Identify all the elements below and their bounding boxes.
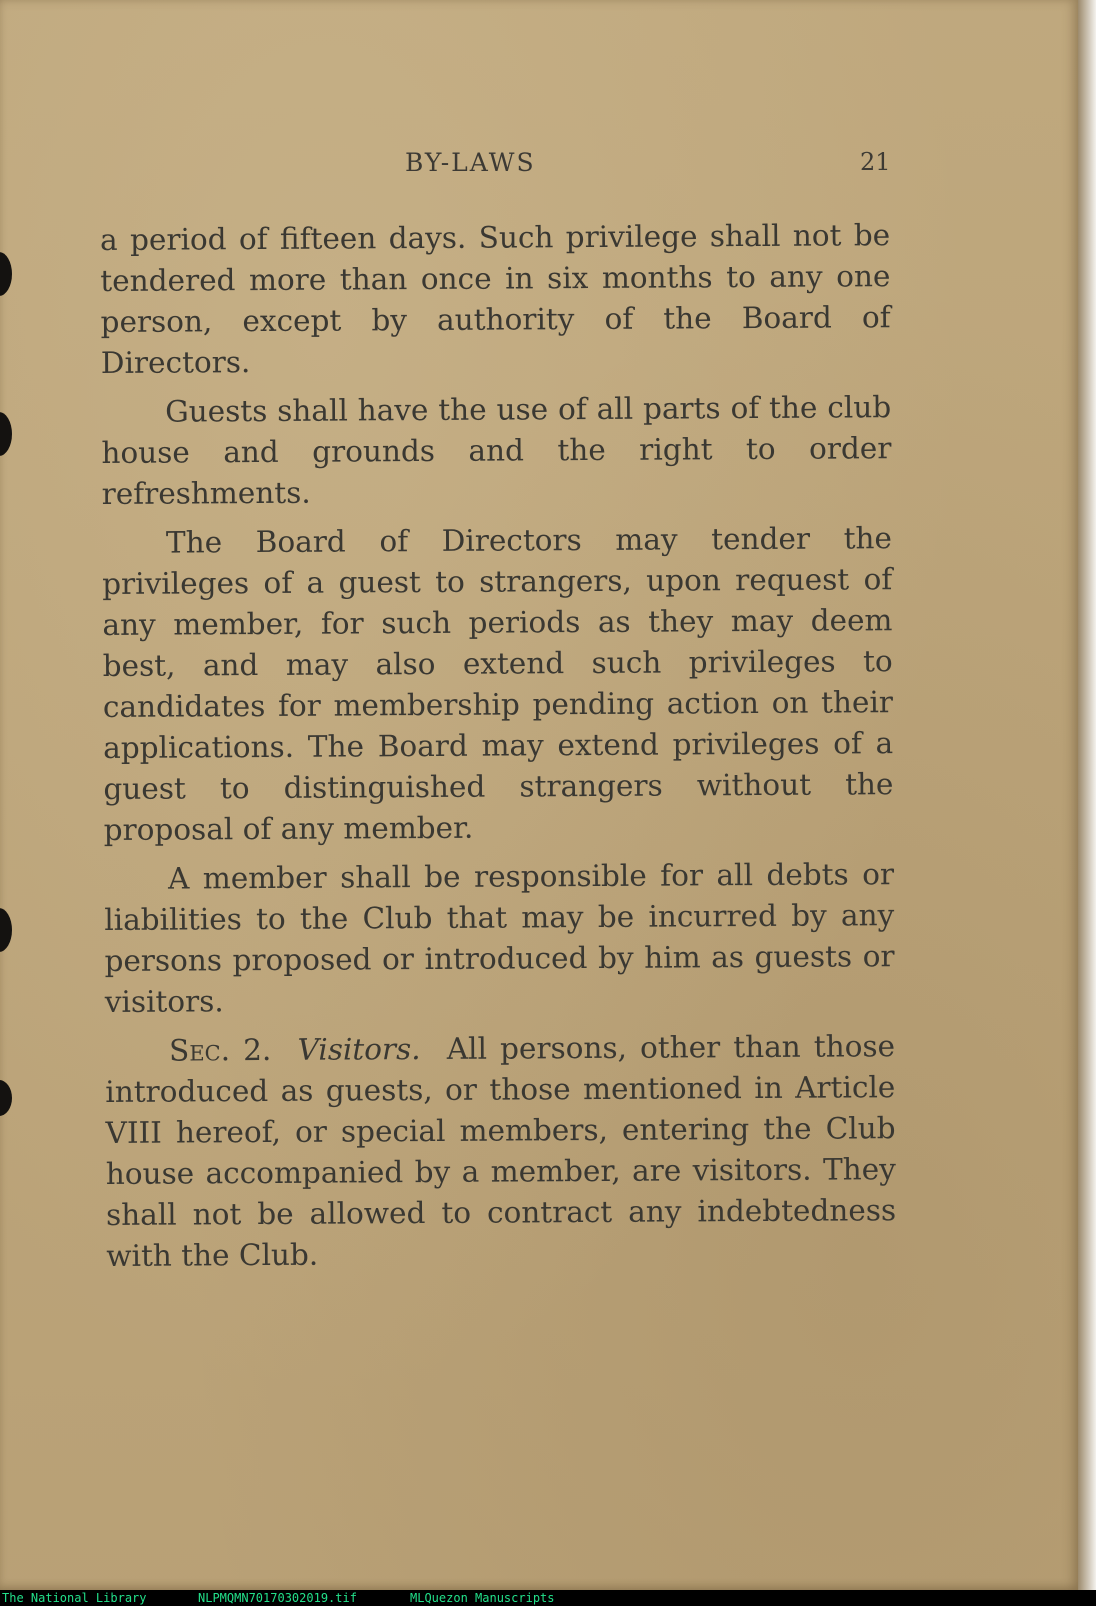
paragraph: A member shall be responsible for all debts or liabilities to the Club that may be incurred by any persons proposed or introduced by him as guests or visitors. [104,857,895,1019]
paragraph: a period of fifteen days. Such privilege shall not be tendered more than once in six months to any one person, except by authority of the Board of Directors. [100,218,891,380]
section-label: Sec. 2. [168,1032,272,1068]
section-paragraph [105,1026,896,1277]
footer-filename: NLPMQMN70170302019.tif [198,1591,357,1605]
page-number: 21 [860,148,891,176]
punch-hole [0,908,12,952]
punch-hole [0,1080,12,1116]
running-head: BY-LAWS [405,148,536,177]
footer-collection: MLQuezon Manuscripts [410,1591,555,1605]
body-text [100,215,896,1277]
section-title: Visitors. [297,1032,421,1067]
footer-library: The National Library [2,1591,147,1605]
paragraph: Guests shall have the use of all parts of the club house and grounds and the right to order refreshments. [101,390,892,511]
punch-hole [0,252,12,296]
punch-hole [0,412,12,456]
paragraph: The Board of Directors may tender the privileges of a guest to strangers, upon request of any member, for such periods as they may deem best, and may also extend such privileges to candidates for membership pending action on their applications. The Board may extend privileges of a guest to distinguished strangers without the proposal of any member. [102,521,894,847]
scan-footer [0,1590,1096,1606]
scan-edge [1078,0,1096,1590]
section-text: All persons, other than those introduced as guests, or those mentioned in Article VIII hereof, or special members, entering the Club house accompanied by a member, are visitors. They shall not be allowed to contract any indebtedness with the Club. [105,1029,897,1273]
page-header [0,148,1078,188]
